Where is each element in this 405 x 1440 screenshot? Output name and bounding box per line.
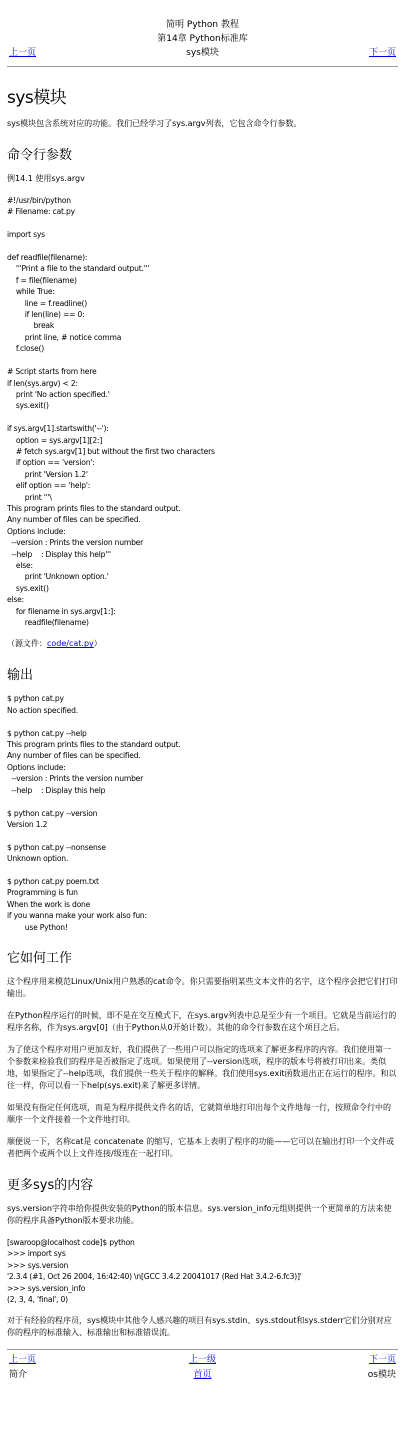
page-header bbox=[7, 0, 398, 46]
output-heading: 输出 bbox=[7, 668, 34, 684]
header-divider bbox=[7, 66, 398, 67]
page-title: sys模块 bbox=[7, 88, 67, 108]
output-code-block: $ python cat.py No action specified. $ python cat.py --help This program prints files to the standard output. Any number of files can be specified. Options include: --version : Prints the version number --help : Display this help $ python cat.py --version Version 1.2 $ python cat.py --nonsense Unknown option. $ python cat.py poem.txt Programming is fun When the work is done if you wanna make your work also fun: use Python! bbox=[7, 694, 181, 932]
source-suffix: ） bbox=[93, 639, 102, 649]
how-paragraph-5: 顺便说一下，名称cat是 concatenate 的缩写，它基本上表明了程序的功能——它可以在输出打印一个文件或者把两个或两个以上文件连接/级连在一起打印。 bbox=[7, 1136, 395, 1158]
how-paragraph-2: 在Python程序运行的时候，即不是在交互模式下，在sys.argv列表中总是至少有一个项目。它就是当前运行的程序名称，作为sys.argv[0]（由于Python从0开始计数）。其他的命令行参数在这个项目之后。 bbox=[7, 1010, 397, 1032]
footer-home-link[interactable]: 首页 bbox=[193, 1370, 212, 1381]
footer-prev-title: 简介 bbox=[9, 1370, 28, 1381]
more-paragraph-1: sys.version字符串给你提供安装的Python的版本信息。sys.version_info元组则提供一个更简单的方法来使你的程序具备Python版本要求功能。 bbox=[7, 1203, 392, 1225]
more-sys-heading: 更多sys的内容 bbox=[7, 1177, 94, 1193]
chapter-title: 第14章 Python标准库 bbox=[157, 34, 248, 44]
footer-next-title: os模块 bbox=[367, 1370, 396, 1381]
footer-divider bbox=[7, 1349, 398, 1350]
footer-up-link[interactable]: 上一级 bbox=[188, 1355, 216, 1366]
cmdline-heading: 命令行参数 bbox=[7, 148, 73, 163]
more-paragraph-2: 对于有经验的程序员，sys模块中其他令人感兴趣的项目有sys.stdin、sys.stdout和sys.stderr它们分别对应你的程序的标准输入、标准输出和标准错误流。 bbox=[7, 1316, 392, 1338]
how-paragraph-1: 这个程序用来模范Linux/Unix用户熟悉的cat命令。你只需要指明某些文本文件的名字，这个程序会把它们打印输出。 bbox=[7, 976, 398, 998]
prev-page-link[interactable]: 上一页 bbox=[9, 48, 37, 58]
source-file-link[interactable]: code/cat.py bbox=[47, 639, 94, 649]
footer-next-link[interactable]: 下一页 bbox=[368, 1355, 396, 1366]
example-label: 例14.1 使用sys.argv bbox=[7, 174, 85, 183]
top-nav bbox=[7, 46, 398, 60]
interactive-code-block: [swaroop@localhost code]$ python >>> import sys >>> sys.version '2.3.4 (#1, Oct 26 2004, 16:42:40) \n[GCC 3.4.2 20041017 (Red Hat 3.4.2-6.fc3)]' >>> sys.version_info (2, 3, 4, 'final', 0) bbox=[7, 1237, 302, 1304]
intro-paragraph: sys模块包含系统对应的功能。我们已经学习了sys.argv列表，它包含命令行参数。 bbox=[7, 119, 302, 128]
footer-nav bbox=[7, 1353, 398, 1383]
footer-prev-link[interactable]: 上一页 bbox=[9, 1355, 37, 1366]
source-prefix: （源文件： bbox=[7, 639, 47, 649]
next-page-link[interactable]: 下一页 bbox=[368, 48, 396, 58]
source-file-caption bbox=[7, 638, 398, 650]
how-paragraph-4: 如果没有指定任何选项，而是为程序提供文件名的话，它就简单地打印出每个文件地每一行，按照命令行中的顺序一个文件接着一个文件地打印。 bbox=[7, 1102, 391, 1124]
section-title: sys模块 bbox=[186, 48, 219, 58]
how-paragraph-3: 为了使这个程序对用户更加友好，我们提供了一些用户可以指定的选项来了解更多程序的内容。我们使用第一个参数来检验我们的程序是否被指定了选项。如果使用了--version选项，程序的版本号将被打印出来。类似地，如果指定了--help选项，我们提供一些关于程序的解释。我们使用sys.exit函数退出正在运行的程序。和以往一样，你可以看一下help(sys.exit)来了解更多详情。 bbox=[7, 1044, 397, 1090]
how-it-works-heading: 它如何工作 bbox=[7, 950, 73, 966]
book-title: 简明 Python 教程 bbox=[166, 20, 239, 30]
cat-code-block: #!/usr/bin/python # Filename: cat.py import sys def readfile(filename): '''Print a file to the standard output.''' f = file(filename) while True: line = f.readline() if len(line) == 0: break print line, # notice comma f.close() # Script starts from here if len(sys.argv) < 2: print 'No action specified.' sys.exit() if sys.argv[1].startswith('--'): option = sys.argv[1][2:] # fetch sys.argv[1] but without the first two characters if option == 'version': print 'Version 1.2' elif option == 'help': print '''\ This program prints files to the standard output. Any number of files can be specified. Options include: --version : Prints the version number --help : Display this help''' else: print 'Unknown option.' sys.exit() else: for filename in sys.argv[1:]: readfile(filename) bbox=[7, 196, 215, 628]
